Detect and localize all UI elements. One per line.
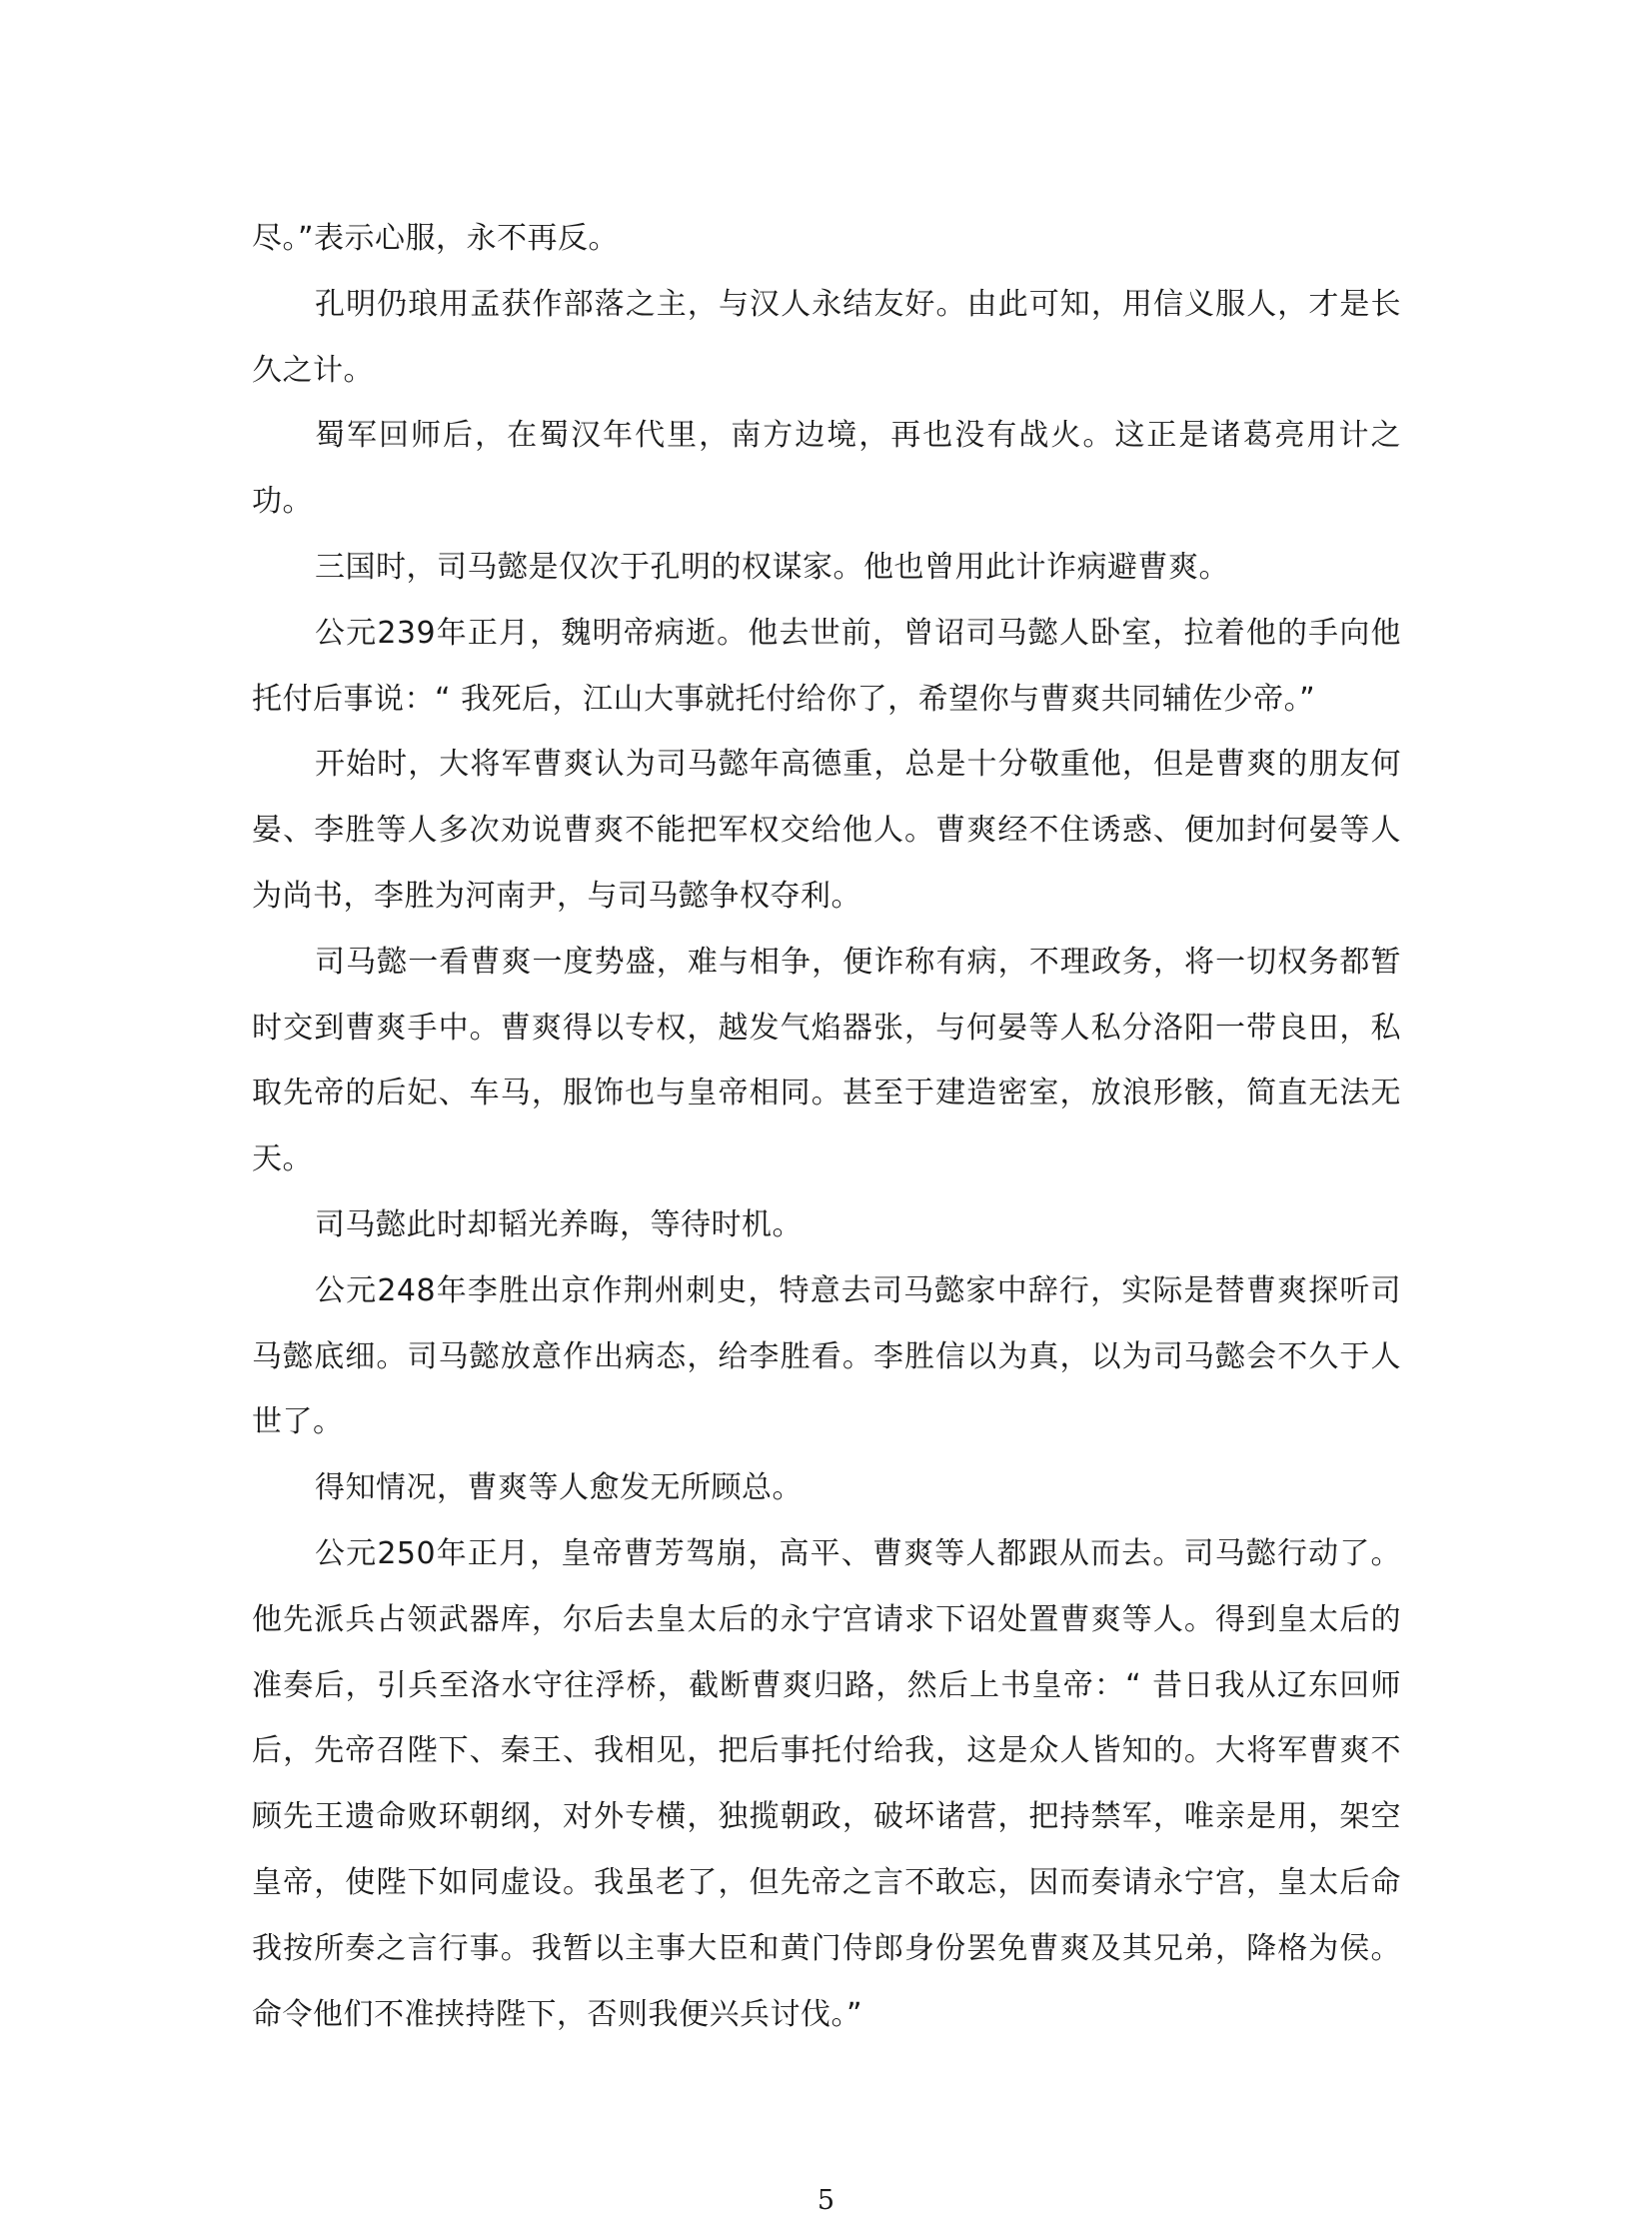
paragraph-5: 公元239年正月，魏明帝病逝。他去世前，曾诏司马懿人卧室，拉着他的手向他托付后事说：“ 我死后，江山大事就托付给你了，希望你与曹爽共同辅佐少帝。”	[252, 615, 1401, 717]
paragraph-6: 开始时，大将军曹爽认为司马懿年高德重，总是十分敬重他，但是曹爽的朋友何晏、李胜等人多次劝说曹爽不能把军权交给他人。曹爽经不住诱惑、便加封何晏等人为尚书，李胜为河南尹，与司马懿争权夺利。	[252, 747, 1401, 914]
paragraph-10: 得知情况，曹爽等人愈发无所顾总。	[315, 1470, 803, 1506]
paragraph-2: 孔明仍琅用孟获作部落之主，与汉人永结友好。由此可知，用信义服人，才是长久之计。	[252, 286, 1401, 388]
page-number: 5	[817, 2185, 835, 2216]
paragraph-4: 三国时，司马懿是仅次于孔明的权谋家。他也曾用此计诈病避曹爽。	[315, 549, 1229, 585]
paragraph-9: 公元248年李胜出京作荆州刺史，特意去司马懿家中辞行，实际是替曹爽探听司马懿底细。司马懿放意作出病态，给李胜看。李胜信以为真，以为司马懿会不久于人世了。	[252, 1272, 1401, 1440]
body-text	[252, 206, 1401, 2047]
paragraph-11: 公元250年正月，皇帝曹芳驾崩，高平、曹爽等人都跟从而去。司马懿行动了。他先派兵占领武器库，尔后去皇太后的永宁宫请求下诏处置曹爽等人。得到皇太后的准奏后，引兵至洛水守往浮桥，截断曹爽归路，然后上书皇帝：“ 昔日我从辽东回师后，先帝召陛下、秦王、我相见，把后事托付给我，这是众人皆知的。大将军曹爽不顾先王遗命败环朝纲，对外专横，独揽朝政，破坏诸营，把持禁军，唯亲是用，架空皇帝，使陛下如同虚设。我虽老了，但先帝之言不敢忘，因而奏请永宁宫，皇太后命我按所奏之言行事。我暂以主事大臣和黄门侍郎身份罢免曹爽及其兄弟，降格为侯。命令他们不准挟持陛下，否则我便兴兵讨伐。”	[252, 1535, 1401, 2032]
paragraph-1: 尽。”表示心服，永不再反。	[252, 221, 620, 256]
paragraph-7: 司马懿一看曹爽一度势盛，难与相争，便诈称有病，不理政务，将一切权务都暂时交到曹爽手中。曹爽得以专权，越发气焰器张，与何晏等人私分洛阳一带良田，私取先帝的后妃、车马，服饰也与皇帝相同。甚至于建造密室，放浪形骸，简直无法无天。	[252, 944, 1401, 1177]
paragraph-3: 蜀军回师后，在蜀汉年代里，南方边境，再也没有战火。这正是诸葛亮用计之功。	[252, 418, 1401, 520]
paragraph-8: 司马懿此时却韬光养晦，等待时机。	[315, 1206, 803, 1242]
